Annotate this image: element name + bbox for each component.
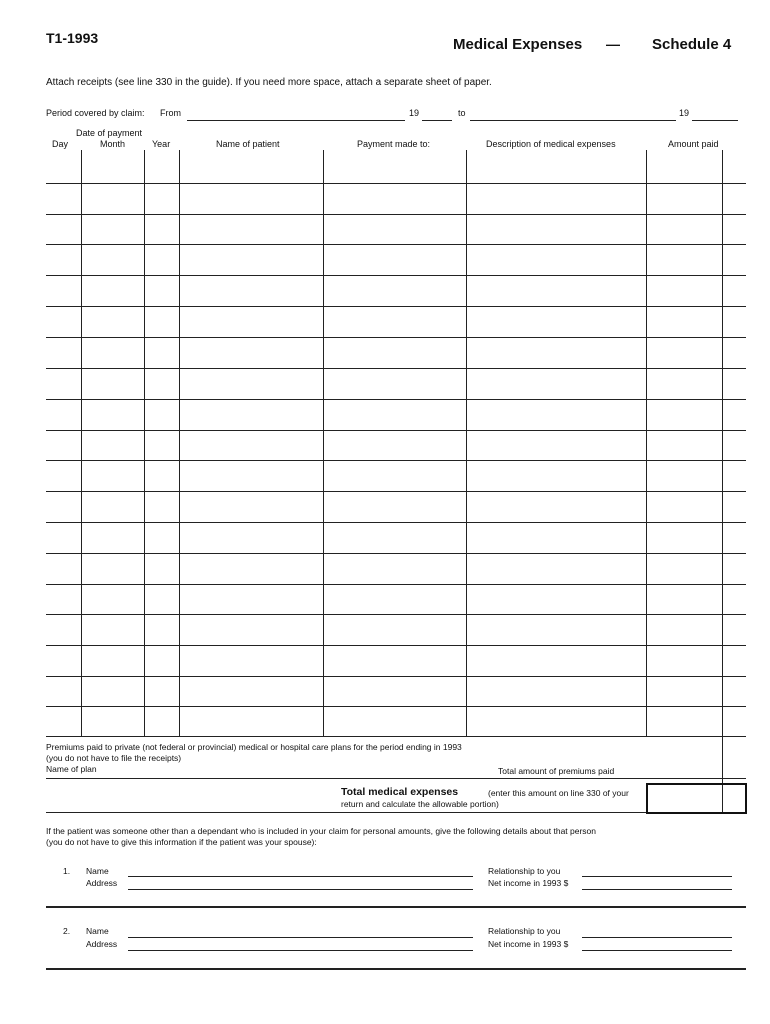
col-divider-day bbox=[81, 150, 82, 736]
instructions: Attach receipts (see line 330 in the guide). If you need more space, attach a separate sheet of paper. bbox=[46, 77, 492, 88]
col-divider-payee bbox=[466, 150, 467, 736]
table-row-line bbox=[46, 491, 746, 492]
schedule-label: Schedule 4 bbox=[652, 36, 732, 53]
col-description-header: Description of medical expenses bbox=[486, 139, 616, 149]
total-cents-divider bbox=[722, 785, 723, 812]
premiums-amount-line[interactable] bbox=[646, 778, 746, 779]
col-divider-patient bbox=[323, 150, 324, 736]
total-note-1: (enter this amount on line 330 of your bbox=[488, 788, 629, 798]
col-divider-month bbox=[144, 150, 145, 736]
period-from: From bbox=[160, 108, 181, 118]
person-1-income-field[interactable] bbox=[582, 889, 732, 890]
col-month-header: Month bbox=[100, 139, 126, 149]
bottom-divider bbox=[46, 968, 746, 970]
col-divider-description bbox=[646, 150, 647, 736]
table-row-line bbox=[46, 214, 746, 215]
total-amount-box[interactable] bbox=[646, 783, 747, 814]
total-underline bbox=[46, 812, 646, 813]
table-row-line bbox=[46, 368, 746, 369]
period-year-line-2[interactable] bbox=[692, 120, 738, 121]
table-row-line bbox=[46, 275, 746, 276]
col-year-header: Year bbox=[152, 139, 171, 149]
period-to: to bbox=[458, 108, 466, 118]
person-2-income-label: Net income in 1993 $ bbox=[488, 939, 569, 949]
period-from-line[interactable] bbox=[187, 120, 405, 121]
table-row-line bbox=[46, 306, 746, 307]
total-note-2: return and calculate the allowable portion) bbox=[341, 799, 499, 809]
person-2-name-field[interactable] bbox=[128, 937, 473, 938]
table-bottom-line bbox=[46, 736, 746, 737]
table-row-line bbox=[46, 399, 746, 400]
form-title: Medical Expenses bbox=[453, 36, 583, 53]
period-year-line-1[interactable] bbox=[422, 120, 452, 121]
title-dash: — bbox=[606, 36, 620, 52]
col-payee-header: Payment made to: bbox=[357, 139, 431, 149]
table-row-line bbox=[46, 460, 746, 461]
person-1-address-field[interactable] bbox=[128, 889, 473, 890]
name-of-plan-line[interactable] bbox=[46, 778, 646, 779]
table-row-line bbox=[46, 645, 746, 646]
person-1-name-field[interactable] bbox=[128, 876, 473, 877]
person-2-address-label: Address bbox=[86, 939, 118, 949]
period-year-prefix-1: 19 bbox=[409, 108, 420, 118]
section-divider bbox=[46, 906, 746, 908]
table-row-line bbox=[46, 676, 746, 677]
person-1-relationship-label: Relationship to you bbox=[488, 866, 561, 876]
person-1-relationship-field[interactable] bbox=[582, 876, 732, 877]
person-2-number: 2. bbox=[63, 926, 71, 936]
col-divider-year bbox=[179, 150, 180, 736]
table-row-line bbox=[46, 244, 746, 245]
person-2-income-field[interactable] bbox=[582, 950, 732, 951]
table-row-line bbox=[46, 584, 746, 585]
period-label: Period covered by claim: bbox=[46, 108, 145, 118]
table-row-line bbox=[46, 522, 746, 523]
period-to-line[interactable] bbox=[470, 120, 676, 121]
table-row-line bbox=[46, 614, 746, 615]
col-divider-cents bbox=[722, 150, 723, 786]
table-row-line bbox=[46, 183, 746, 184]
period-year-prefix-2: 19 bbox=[679, 108, 690, 118]
person-2-address-field[interactable] bbox=[128, 950, 473, 951]
total-medical-expenses-label: Total medical expenses bbox=[341, 786, 459, 798]
table-row-line bbox=[46, 553, 746, 554]
person-1-number: 1. bbox=[63, 866, 71, 876]
person-1-address-label: Address bbox=[86, 878, 118, 888]
name-of-plan-label: Name of plan bbox=[46, 764, 97, 774]
date-of-payment-header: Date of payment bbox=[76, 128, 143, 138]
premiums-line-2: (you do not have to file the receipts) bbox=[46, 753, 182, 763]
person-1-name-label: Name bbox=[86, 866, 109, 876]
col-amount-header: Amount paid bbox=[668, 139, 719, 149]
table-row-line bbox=[46, 706, 746, 707]
table-row-line bbox=[46, 430, 746, 431]
person-2-name-label: Name bbox=[86, 926, 109, 936]
total-premiums-label: Total amount of premiums paid bbox=[498, 766, 615, 776]
col-day-header: Day bbox=[52, 139, 69, 149]
col-patient-header: Name of patient bbox=[216, 139, 280, 149]
dependant-note-2: (you do not have to give this information if the patient was your spouse): bbox=[46, 837, 317, 847]
premiums-line-1: Premiums paid to private (not federal or provincial) medical or hospital care plans for the period ending in 1993 bbox=[46, 742, 462, 752]
person-1-income-label: Net income in 1993 $ bbox=[488, 878, 569, 888]
person-2-relationship-label: Relationship to you bbox=[488, 926, 561, 936]
table-row-line bbox=[46, 337, 746, 338]
person-2-relationship-field[interactable] bbox=[582, 937, 732, 938]
dependant-note-1: If the patient was someone other than a dependant who is included in your claim for personal amounts, give the following details about that person bbox=[46, 826, 597, 836]
form-id: T1-1993 bbox=[46, 30, 99, 46]
